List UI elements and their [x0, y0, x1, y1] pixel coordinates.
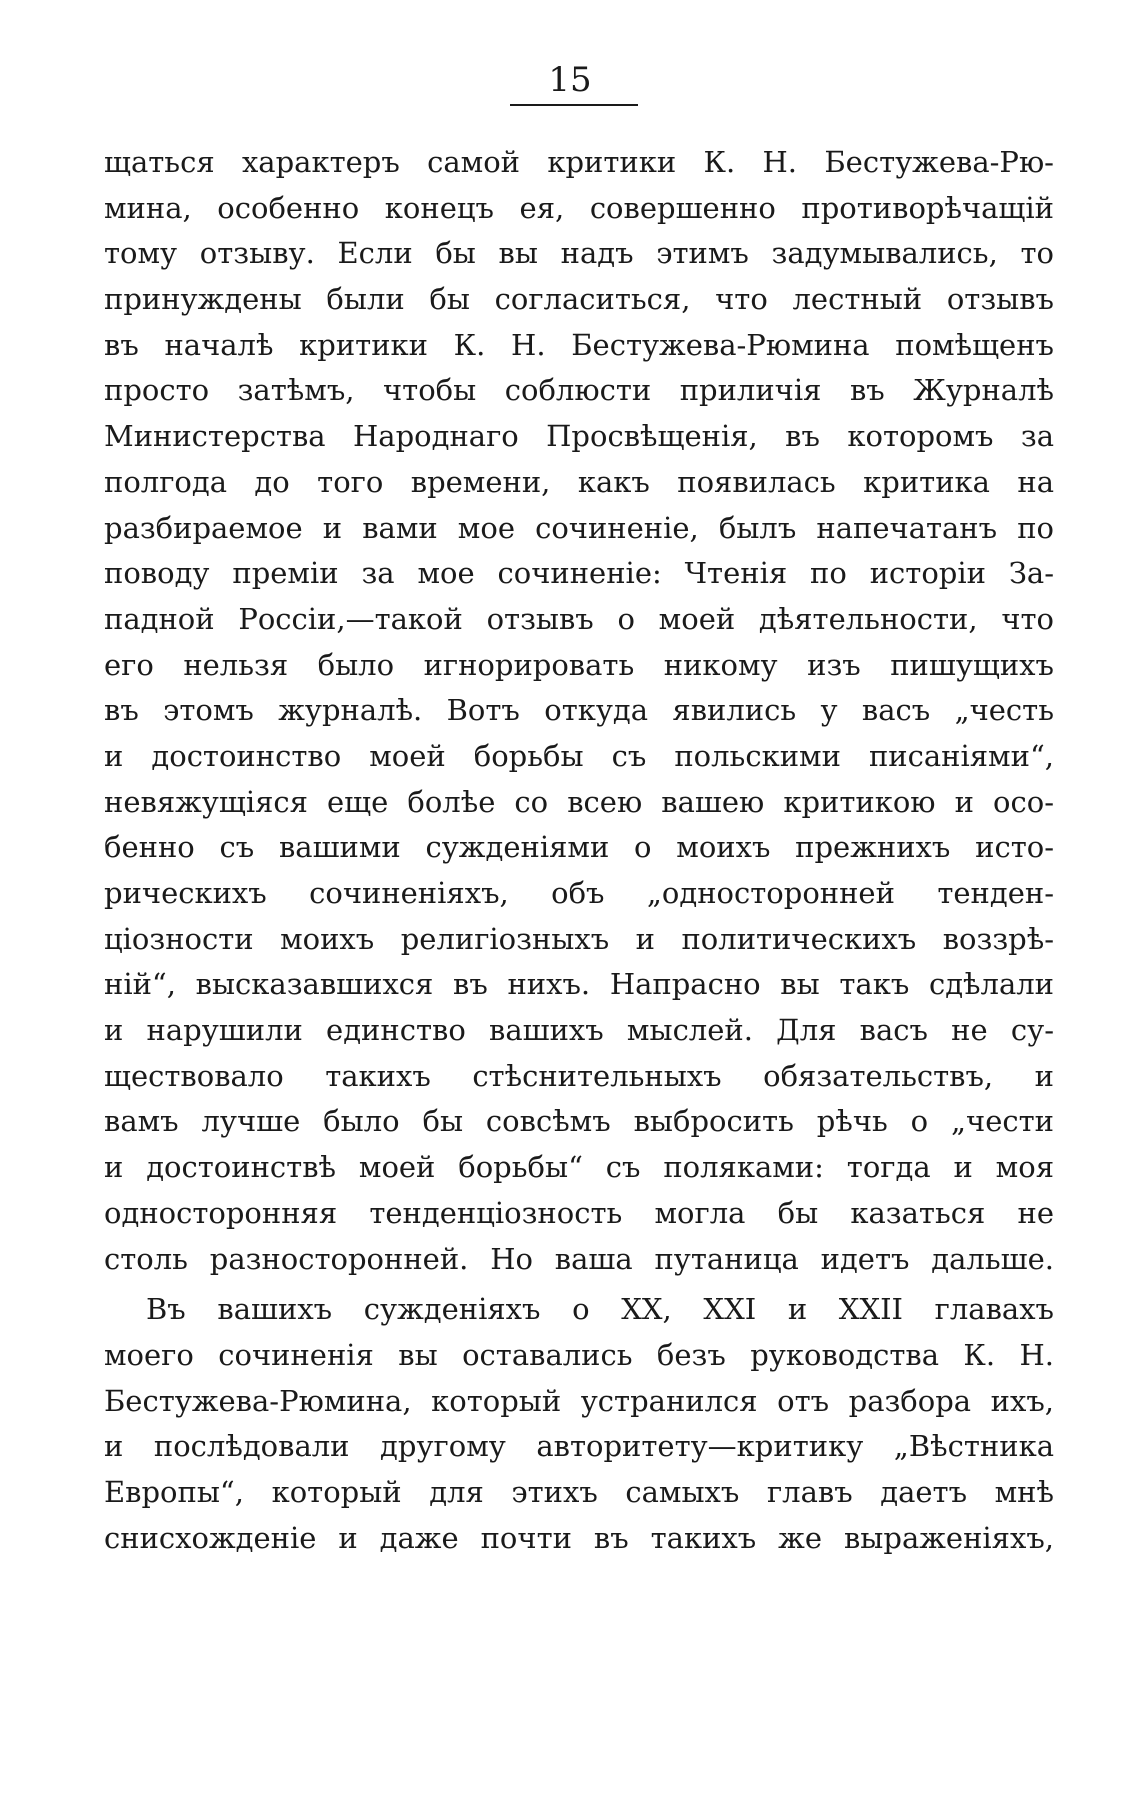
body-text — [104, 140, 1054, 1561]
text-line: Министерства Народнаго Просвѣщенія, въ которомъ за — [104, 419, 1054, 454]
text-line: и послѣдовали другому авторитету—критику „Вѣстника — [104, 1429, 1054, 1464]
text-line: поводу преміи за мое сочиненіе: Чтенія по исторіи За- — [104, 556, 1054, 591]
text-line: рическихъ сочиненіяхъ, объ „односторонней тенден- — [104, 876, 1054, 910]
text-line: просто затѣмъ, чтобы соблюсти приличія въ Журналѣ — [104, 373, 1054, 408]
text-line: бенно съ вашими сужденіями о моихъ прежнихъ исто- — [104, 830, 1054, 865]
text-line: столь разносторонней. Но ваша путаница идетъ дальше. — [104, 1241, 1054, 1276]
text-line: Въ вашихъ сужденіяхъ о XX, XXI и XXII главахъ — [146, 1292, 1054, 1327]
text-line: въ началѣ критики К. Н. Бестужева-Рюмина помѣщенъ — [104, 327, 1054, 362]
text-line: падной Россіи,—такой отзывъ о моей дѣятельности, что — [104, 601, 1054, 636]
text-line: односторонняя тенденціозность могла бы казаться не — [104, 1195, 1054, 1230]
text-line: его нельзя было игнорировать никому изъ пишущихъ — [104, 647, 1054, 682]
text-line: моего сочиненія вы оставались безъ руководства К. Н. — [104, 1337, 1054, 1372]
text-line: мина, особенно конецъ ея, совершенно противорѣчащій — [104, 190, 1054, 225]
text-line: Европы“, который для этихъ самыхъ главъ даетъ мнѣ — [104, 1474, 1054, 1509]
paragraph-2 — [104, 1287, 1054, 1561]
text-line: ціозности моихъ религіозныхъ и политическихъ воззрѣ- — [104, 921, 1054, 956]
text-line: тому отзыву. Если бы вы надъ этимъ задумывались, то — [104, 236, 1054, 271]
text-line: ній“, высказавшихся въ нихъ. Напрасно вы такъ сдѣлали — [104, 967, 1054, 1002]
text-line: снисхожденіе и даже почти въ такихъ же выраженіяхъ, — [104, 1520, 1054, 1555]
text-line: и достоинствѣ моей борьбы“ съ поляками: тогда и моя — [104, 1150, 1054, 1185]
text-line: вамъ лучше было бы совсѣмъ выбросить рѣчь о „чести — [104, 1104, 1054, 1139]
paragraph-1 — [104, 140, 1054, 1282]
text-line: невяжущіяся еще болѣе со всею вашею критикою и осо- — [104, 784, 1054, 819]
text-line: въ этомъ журналѣ. Вотъ откуда явились у васъ „честь — [104, 693, 1054, 728]
page-number-rule — [510, 104, 638, 106]
text-line: и нарушили единство вашихъ мыслей. Для васъ не су- — [104, 1013, 1054, 1048]
text-line: разбираемое и вами мое сочиненіе, былъ напечатанъ по — [104, 510, 1054, 545]
text-line: полгода до того времени, какъ появилась критика на — [104, 464, 1054, 499]
text-line: и достоинство моей борьбы съ польскими писаніями“, — [104, 738, 1054, 773]
text-line: ществовало такихъ стѣснительныхъ обязательствъ, и — [104, 1058, 1054, 1093]
page-number: 15 — [548, 60, 592, 100]
text-line: щаться характеръ самой критики К. Н. Бестужева-Рю- — [104, 145, 1054, 179]
text-line: Бестужева-Рюмина, который устранился отъ разбора ихъ, — [104, 1383, 1054, 1418]
text-line: принуждены были бы согласиться, что лестный отзывъ — [104, 282, 1054, 317]
